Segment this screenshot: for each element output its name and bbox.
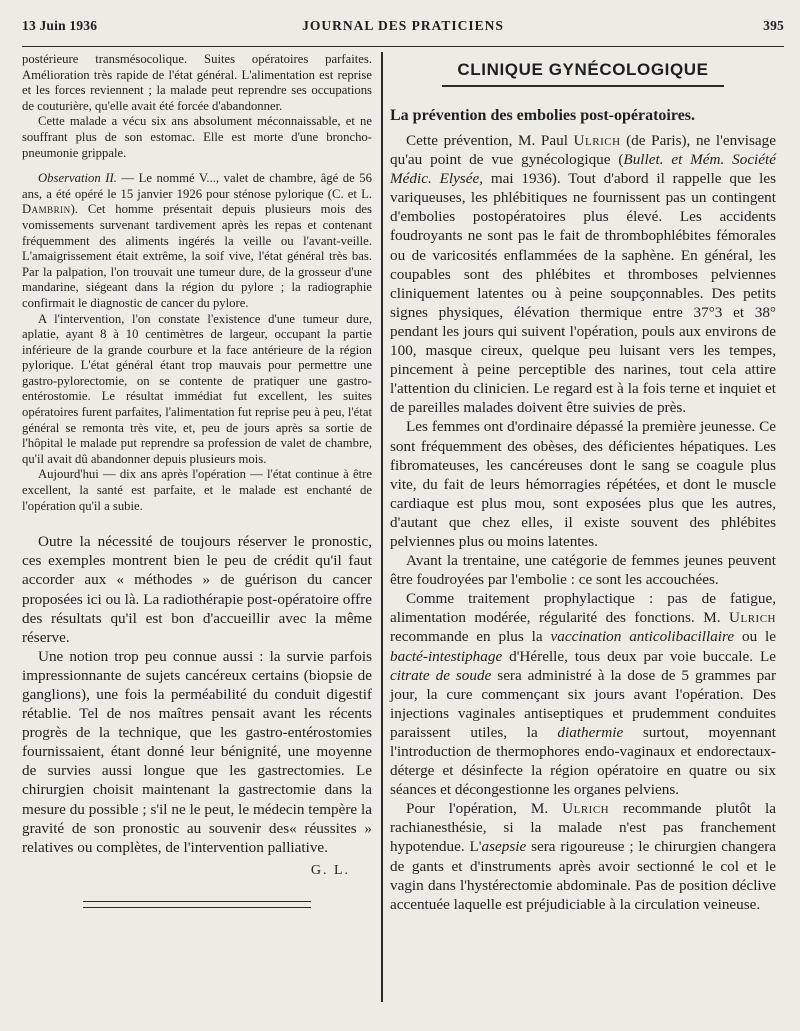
header-journal-title: JOURNAL DES PRATICIENS (302, 18, 504, 33)
signature: G. L. (310, 862, 350, 878)
text-span: ou le (734, 628, 776, 646)
italic-term: bacté-intestiphage (390, 647, 503, 665)
author-name: Ulrich (573, 132, 621, 149)
article-title: La prévention des embolies post-opératoires. (390, 107, 696, 124)
paragraph: A l'intervention, l'on constate l'existence d'une tumeur dure, aplatie, ayant 8 à 10 centimètres de largeur, occupant la partie inférieure de la grande courbure et la face antérieure de la région pylorique. L'état général étant trop mauvais pour permettre une gastro-pylorectomie, on se contente de pratiquer une gastro-entérostomie. Le résultat immédiat fut excellent, les suites opératoires furent parfaites, l'alimentation fut reprise peu à peu, l'état général se remonta très vite, et, peu de jours après sa sortie de l'hôpital le malade put reprendre sa profession de valet de chambre, qu'il avait dû abandonner depuis plusieurs mois. (22, 311, 372, 466)
text-span: Cette prévention, M. Paul (406, 132, 574, 149)
author-name: Dambrin (22, 202, 71, 217)
text-span: Comme traitement prophylactique : pas de fatigue, alimentation modérée, régularité des fonctions. M. (390, 590, 776, 627)
reference-citation: Bullet. et Mém. Société Médic. Elysée, (390, 151, 776, 188)
commentary-block (22, 532, 372, 857)
header-page-number: 395 (763, 18, 784, 33)
section-rule (442, 85, 724, 87)
text-span: sera rigoureuse ; le chirurgien changera de gants et d'instruments après avoir sectionné le col et le vagin dans l'hystérectomie abdominale. Pas de position déclive accentuée laquelle est préjudiciable à la circulation veineuse. (390, 838, 777, 913)
text-span: Pour l'opération, M. (406, 800, 563, 818)
observation-label: Observation II. (38, 171, 117, 186)
author-name: Ulrich (562, 800, 610, 818)
italic-term: asepsie (481, 838, 527, 856)
paragraph: Outre la nécessité de toujours réserver le pronostic, ces exemples montrent bien le peu de crédit qu'il faut accorder aux « méthodes » de guérison du cancer proposées ici ou là. La radiothérapie post-opératoire offre des résultats qu'il est bon d'accueillir avec la même réserve. (22, 533, 372, 646)
left-column (22, 52, 372, 908)
page-header (22, 12, 784, 47)
text-span: mai 1936). Tout d'abord il rappelle que les variqueuses, les phlébitiques ne fournissent pas un contingent d'embolies postopératoires plus élevé. Les accidents foudroyants ne sont pas le fait de thrombophlébites fémorales ou de varicosités enflammées de la saphène. En général, les coupables sont des phlébites et thromboses pelviennes cliniquement latentes ou à peine soupçonnables. Des petits signes physiques, élévation thermique entre 37°3 et 38° pendant les jours qui suivent l'opération, pouls aux environs de 100, masque cireux, quelque peu luisant vers les tempes, pincement à peine perceptible des narines, tout cela attire l'attention du clinicien. Le regard est à la fois terne et inquiet et de pareilles malades doivent être suivies de près. (390, 170, 776, 417)
header-date: 13 Juin 1936 (22, 18, 98, 33)
paragraph: Cette malade a vécu six ans absolument méconnaissable, et ne souffrant plus de son estomac. Elle est morte d'une broncho-pneumonie grippale. (22, 114, 372, 160)
italic-term: citrate de soude (390, 666, 492, 684)
paragraph: Avant la trentaine, une catégorie de femmes jeunes peuvent être foudroyées par l'embolie : ce sont les accouchées. (390, 552, 776, 589)
observation-paragraph (22, 171, 372, 311)
italic-term: vaccination anticolibacillaire (550, 628, 735, 646)
text-span: recommande plutôt la rachianesthésie, si la malade n'est pas franchement hypotendue. L' (390, 800, 776, 856)
column-divider (381, 52, 383, 1002)
text-span: surtout, moyennant l'introduction de thermophores endo-vaginaux et endorectaux-déterge et désinfecte la région opératoire en quatre ou six séances et décongestionne les organes pelviens. (390, 723, 777, 799)
article-body (390, 131, 776, 914)
paragraph (390, 799, 776, 914)
text-span: (de Paris), ne l'envisage qu'au point de vue gynécologique ( (390, 132, 776, 169)
paragraph: Une notion trop peu connue aussi : la survie parfois impressionnante de sujets cancéreux certains (biopsie de ganglions), une fois la perméabilité du conduit digestif rétablie. Tel de nos maîtres pensait avant les récents progrès de la technique, que les gastro-entérostomies fournissaient, étant donné leur bénignité, une moyenne de survies aussi longue que les gastrectomies. Le chirurgien choisit maintenant la gastrectomie dans la mesure du possible ; s'il ne le peut, le médecin tempère la gravité de son pronostic au souvenir des« réussites » relatives ou complètes, de l'intervention palliative. (22, 647, 372, 856)
text-span: — Le nommé V..., valet de chambre, âgé de 56 ans, a été opéré le 15 janvier 1926 pour sténose pylorique (C. et L. (22, 171, 372, 201)
author-name: Ulrich (729, 609, 776, 627)
paragraph: Aujourd'hui — dix ans après l'opération — l'état continue à être excellent, la santé est parfaite, et le malade est enchanté de l'opération qu'il a subie. (22, 467, 372, 513)
text-span: sera administré à la dose de 5 grammes par jour, la cure commençant six jours avant l'opération. Des injections vaginales antiseptiques et prudemment conduites paraissent utiles, la (390, 666, 776, 741)
text-span: recommande en plus la (390, 628, 551, 646)
text-span: ). Cet homme présentait depuis plusieurs mois des vomissements survenant tardivement après les repas et contenant fréquemment des aliments ingérés la veille ou l'avant-veille. L'amaigrissement était extrême, la soif vive, l'état général très bas. Par la palpation, l'on trouvait une tumeur dure, de la grosseur d'une mandarine, siégeant dans la région du pylore ; la radiographie confirmait le diagnostic de cancer du pylore. (22, 202, 372, 310)
italic-term: diathermie (557, 723, 624, 741)
right-column (390, 52, 776, 914)
paragraph: Les femmes ont d'ordinaire dépassé la première jeunesse. Ce sont fréquemment des obèses, des déficientes hépatiques. Les fibromateuses, les cancéreuses dont le sang se coagule plus vite, du fait de leurs hémorragies répétées, et dont le muscle cardiaque est plus mou, sont exposées plus que les autres, d'autant que chez elles, il existe souvent des phlébites pelviennes plus ou moins latentes. (390, 418, 776, 550)
end-rule (83, 901, 311, 908)
paragraph: postérieure transmésocolique. Suites opératoires parfaites. Amélioration très rapide de l'état général. L'alimentation est reprise et les forces reviennent ; la malade peut reprendre ses occupations de couturière, qu'elle avait été forcée d'abandonner. (22, 52, 372, 113)
section-title: CLINIQUE GYNÉCOLOGIQUE (457, 60, 709, 79)
text-span: d'Hérelle, tous deux par voie buccale. Le (502, 647, 776, 665)
case-report-block (22, 52, 372, 514)
paragraph (390, 589, 776, 799)
paragraph (390, 131, 776, 417)
